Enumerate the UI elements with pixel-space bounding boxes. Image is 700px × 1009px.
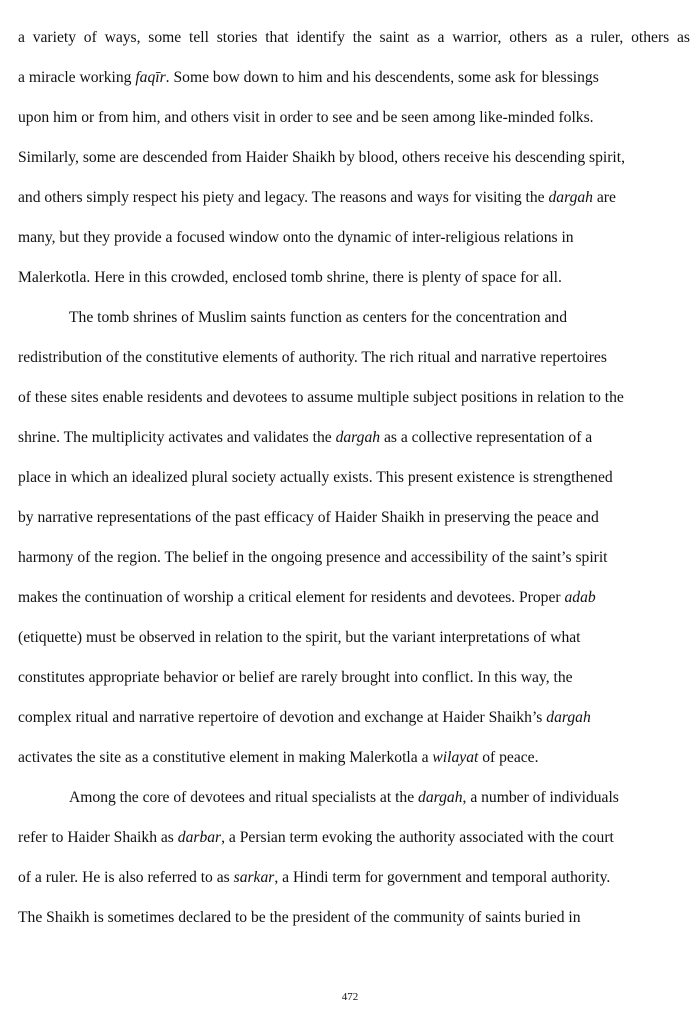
text-run: shrine. The multiplicity activates and validates the [18, 429, 336, 446]
text-line [18, 258, 690, 298]
text-run: by narrative representations of the past efficacy of Haider Shaikh in preserving the peace and [18, 509, 599, 526]
text-run: place in which an idealized plural society actually exists. This present existence is strengthened [18, 469, 613, 486]
text-run: redistribution of the constitutive elements of authority. The rich ritual and narrative repertoires [18, 349, 607, 366]
paragraph [18, 298, 690, 778]
text-run: The tomb shrines of Muslim saints function as centers for the concentration and [69, 309, 568, 326]
italic-term: wilayat [432, 749, 479, 766]
text-run: , a Persian term evoking the authority associated with the court [221, 829, 614, 846]
text-run: of peace. [478, 749, 539, 766]
text-line [18, 458, 690, 498]
italic-term: darbar [177, 829, 222, 846]
text-run: (etiquette) must be observed in relation to the spirit, but the variant interpretations of what [18, 629, 581, 646]
text-run: as a collective representation of a [380, 429, 593, 446]
text-run: a miracle working [18, 69, 136, 86]
text-line [18, 658, 690, 698]
text-line [18, 538, 690, 578]
text-line [18, 578, 690, 618]
text-line [18, 498, 690, 538]
italic-term: sarkar [233, 869, 275, 886]
text-run: a variety of ways, some tell stories that identify the saint as a warrior, others as a ruler, others as [18, 29, 690, 46]
text-run: many, but they provide a focused window onto the dynamic of inter-religious relations in [18, 229, 574, 246]
paragraph [18, 778, 690, 938]
text-run: of a ruler. He is also referred to as [18, 869, 234, 886]
text-line [18, 418, 690, 458]
text-run: harmony of the region. The belief in the ongoing presence and accessibility of the saint’s spirit [18, 549, 608, 566]
text-line [18, 338, 690, 378]
text-run: makes the continuation of worship a critical element for residents and devotees. Proper [18, 589, 565, 606]
text-line [18, 298, 690, 338]
text-line [18, 618, 690, 658]
italic-term: dargah [418, 789, 463, 806]
text-line [18, 818, 690, 858]
text-run: upon him or from him, and others visit in order to see and be seen among like-minded folks. [18, 109, 594, 126]
page-number: 472 [341, 991, 359, 1003]
text-line [18, 778, 690, 818]
italic-term: dargah [548, 189, 593, 206]
text-line [18, 858, 690, 898]
text-run: and others simply respect his piety and legacy. The reasons and ways for visiting the [18, 189, 549, 206]
italic-term: dargah [335, 429, 381, 446]
document-body [18, 18, 690, 938]
text-line [18, 178, 690, 218]
text-run: of these sites enable residents and devotees to assume multiple subject positions in relation to the [18, 389, 624, 406]
text-run: refer to Haider Shaikh as [18, 829, 178, 846]
text-run: Malerkotla. Here in this crowded, enclosed tomb shrine, there is plenty of space for all. [18, 269, 562, 286]
text-run: constitutes appropriate behavior or belief are rarely brought into conflict. In this way, the [18, 669, 573, 686]
text-run: , a Hindi term for government and temporal authority. [274, 869, 611, 886]
text-run: Similarly, some are descended from Haider Shaikh by blood, others receive his descending spirit, [18, 149, 625, 166]
paragraph [18, 18, 690, 298]
text-run: The Shaikh is sometimes declared to be the president of the community of saints buried in [18, 909, 581, 926]
text-line [18, 738, 690, 778]
text-run: are [592, 189, 616, 206]
text-line [18, 58, 690, 98]
text-run: complex ritual and narrative repertoire of devotion and exchange at Haider Shaikh’s [18, 709, 547, 726]
text-line [18, 18, 690, 58]
text-run: Among the core of devotees and ritual specialists at the [69, 789, 419, 806]
text-line [18, 218, 690, 258]
text-run: , a number of individuals [462, 789, 619, 806]
italic-term: adab [564, 589, 596, 606]
text-line [18, 138, 690, 178]
text-run: . Some bow down to him and his descendents, some ask for blessings [165, 69, 599, 86]
italic-term: faqīr [135, 69, 166, 86]
italic-term: dargah [546, 709, 591, 726]
text-line [18, 898, 690, 938]
text-line [18, 378, 690, 418]
text-run: activates the site as a constitutive element in making Malerkotla a [18, 749, 433, 766]
text-line [18, 698, 690, 738]
text-line [18, 98, 690, 138]
